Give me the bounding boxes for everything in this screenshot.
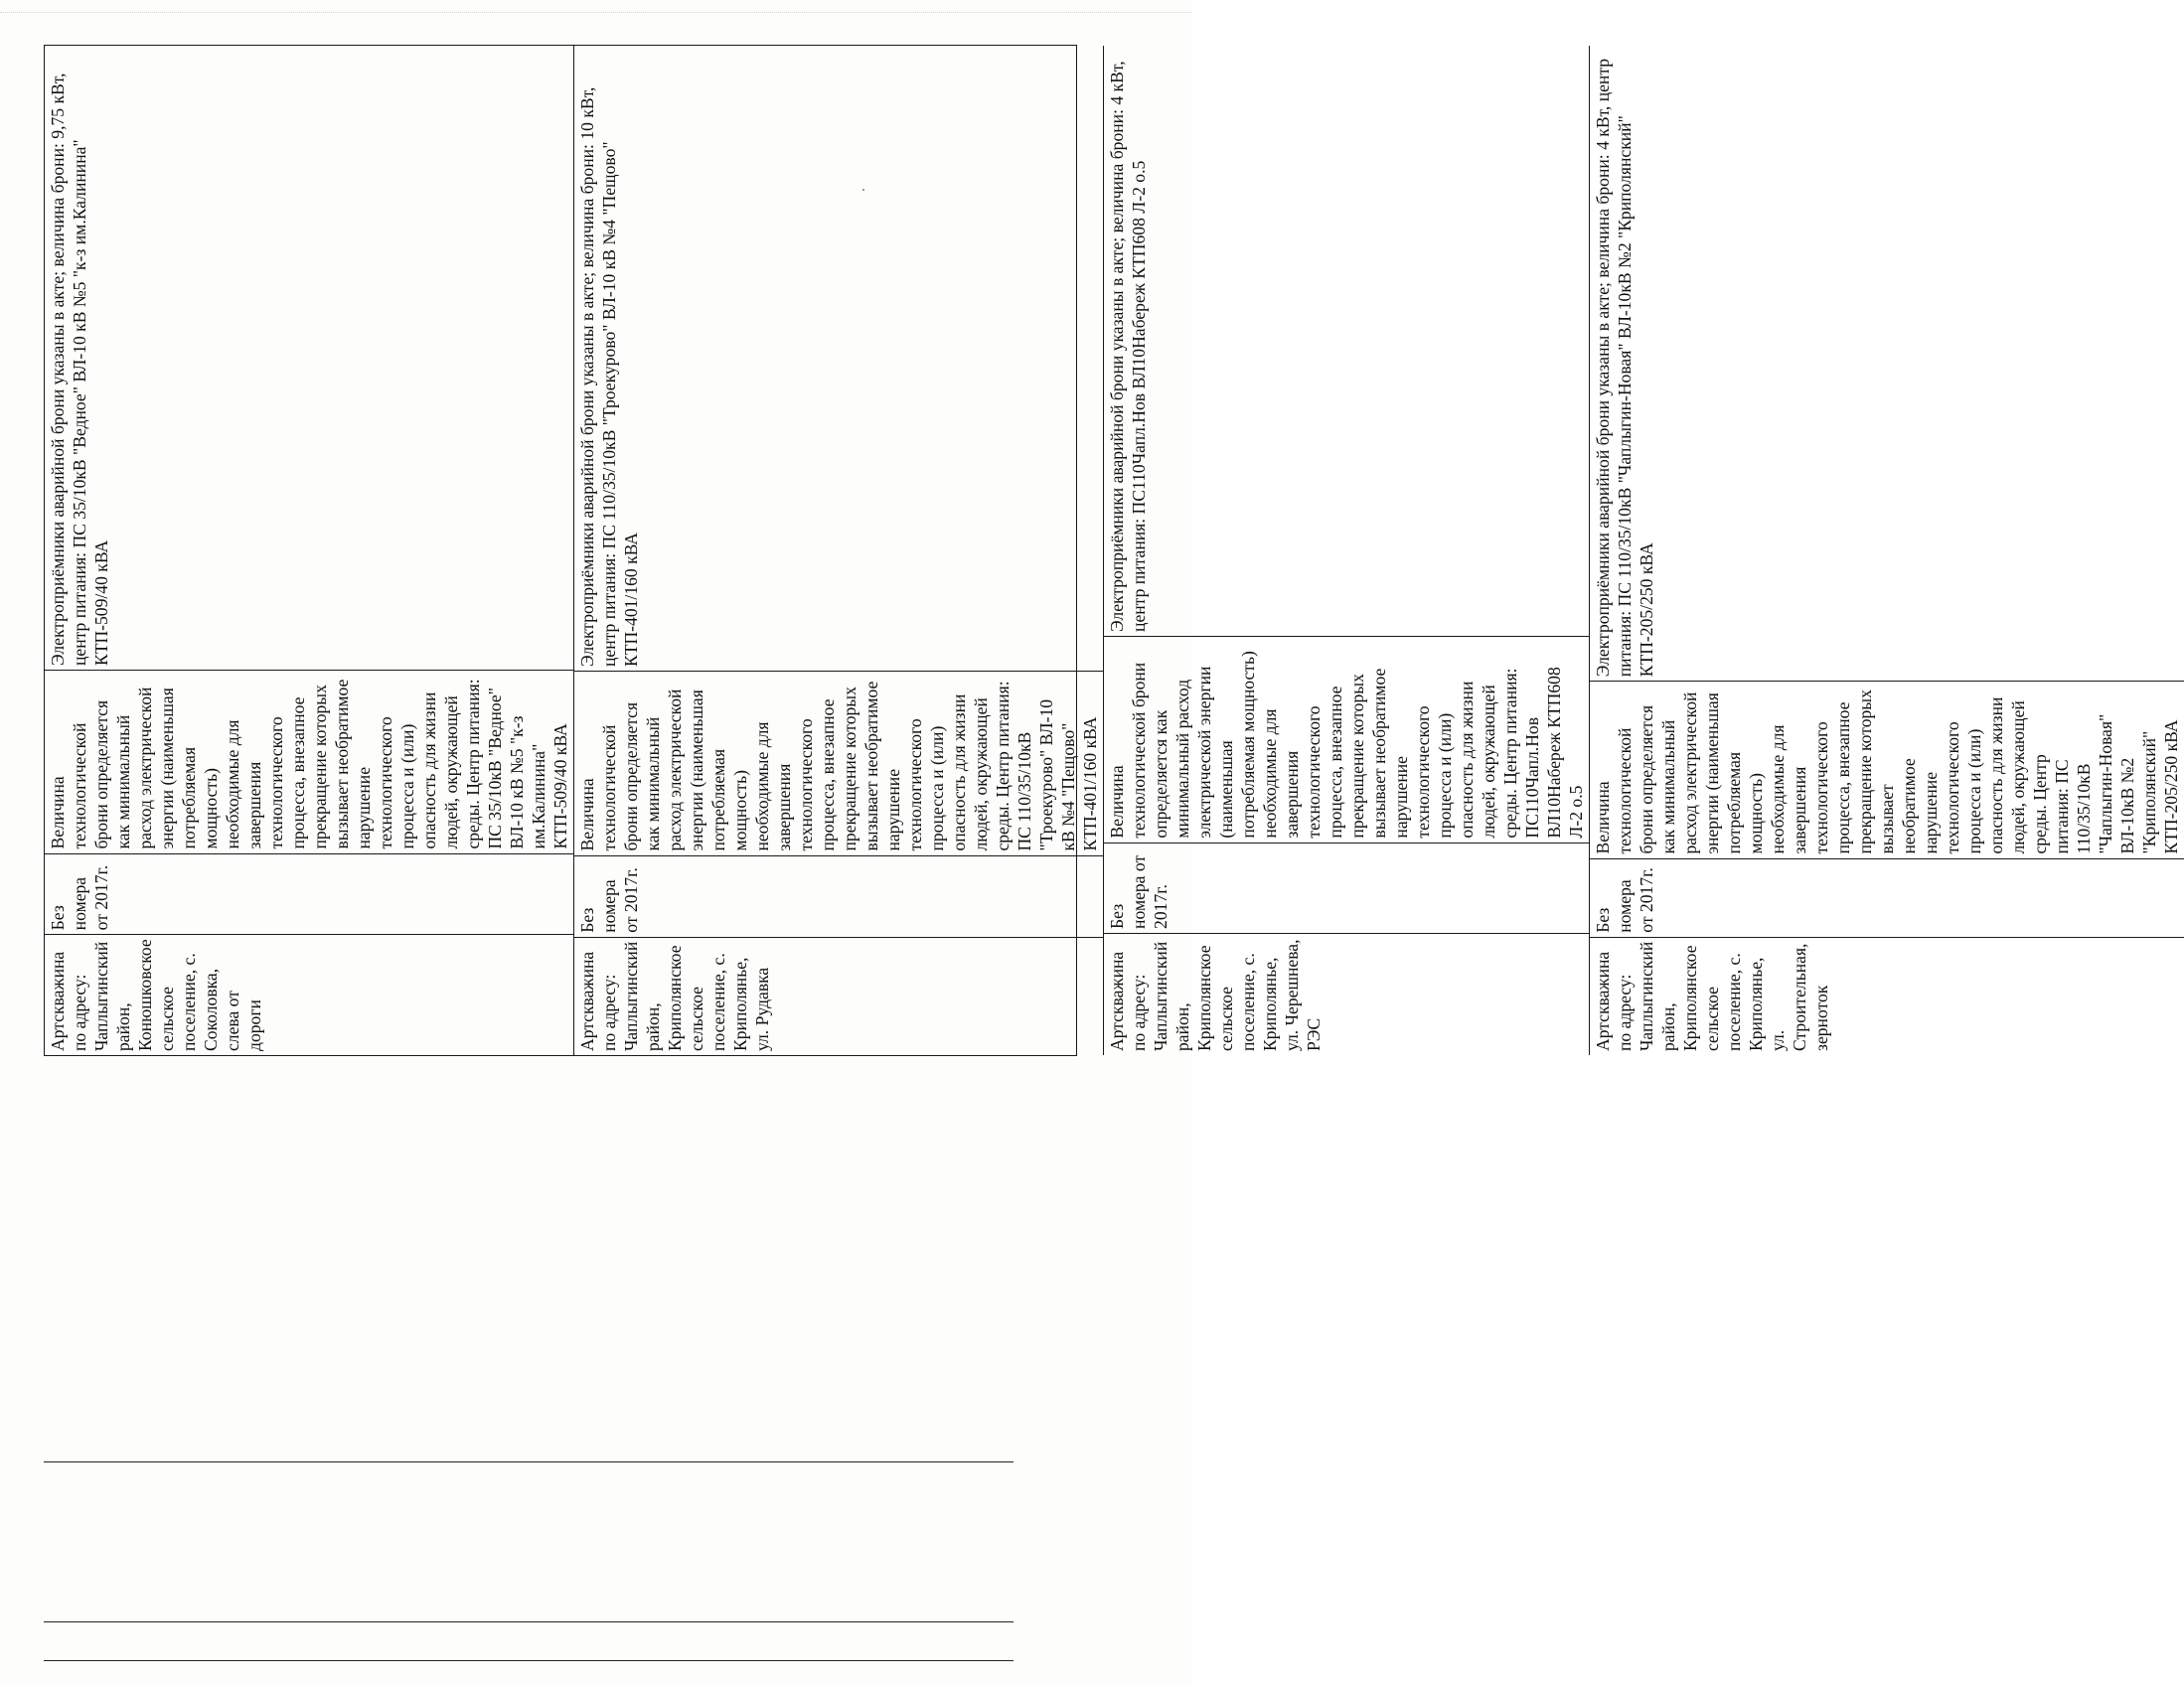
act-cell: Без номера от 2017г. (45, 854, 573, 936)
emergency-reserve-cell: Электроприёмники аварийной брони указаны в акте; величина брони: 4 кВт, центр питания: ПС110Чапл.Нов ВЛ10Набереж КТП608 Л-2 о.5 (1104, 46, 1589, 637)
emergency-reserve-cell: Электроприёмники аварийной брони указаны в акте; величина брони: 4 кВт, центр питания: ПС 110/35/10кВ "Чаплыгин-Новая" ВЛ-10кВ №2 "Криполянский" КТП-205/250 кВА (1590, 46, 2184, 682)
scan-speck (862, 189, 864, 191)
object-cell: Артскважина по адресу: Чаплыгинский район, Криполянское сельское поселение, с. Криполянье, ул. Строительная, зерноток (1593, 941, 1831, 1051)
scan-edge-noise (0, 12, 1192, 13)
horizontal-rule (44, 1461, 1014, 1462)
table-row (45, 46, 573, 1055)
rotated-table-wrapper (44, 45, 2181, 1056)
tech-reserve-cell: Величина технологической брони определяется как минимальный расход электрической энергии (наименьшая потребляемая мощность) необходимые для завершения технологического процесса, внезапное прекращение которых вызывает необратимое нарушение технологического процесса и (или) опасность для жизни людей, окружающей среды. Центр питания: ПС 110/35/10кВ "Троекурово" ВЛ-10 кВ №4 "Пещово" КТП-401/160 кВА (574, 672, 1103, 856)
object-cell: Артскважина по адресу: Чаплыгинский район, Криполянское сельское поселение, с. Криполянье, ул. Рудавка (577, 941, 772, 1051)
object-cell: Артскважина по адресу: Чаплыгинский район, Конюшковское сельское поселение, с. Соколовка, слева от дороги (48, 939, 264, 1051)
table-row (573, 46, 1103, 1055)
emergency-reserve-cell: Электроприёмники аварийной брони указаны в акте; величина брони: 9,75 кВт, центр питания: ПС 35/10кВ "Ведное" ВЛ-10 кВ №5 "к-з им.Калинина" КТП-509/40 кВА (45, 46, 573, 671)
act-cell: Без номера от 2017г. (1590, 859, 2184, 938)
emergency-reserve-cell: Электроприёмники аварийной брони указаны в акте; величина брони: 10 кВт, центр питания: ПС 110/35/10кВ "Троекурово" ВЛ-10 кВ №4 "Пещово" КТП-401/160 кВА (574, 46, 1103, 672)
tech-reserve-cell: Величина технологической брони определяется как минимальный расход электрической энергии (наименьшая потребляемая мощность) необходимые для завершения технологического процесса, внезапное прекращение которых вызывает необратимое нарушение технологического процесса и (или) опасность для жизни людей, окружающей среды. Центр питания: ПС110Чапл.Нов ВЛ10Набереж КТП608 Л-2 о.5 (1104, 637, 1589, 843)
tech-reserve-cell: Величина технологической брони определяется как минимальный расход электрической энергии (наименьшая потребляемая мощность) необходимые для завершения технологического процесса, внезапное прекращение которых вызывает необратимое нарушение технологического процесса и (или) опасность для жизни людей, окружающей среды. Центр питания: ПС 35/10кВ "Ведное" ВЛ-10 кВ №5 "к-з им.Калинина" КТП-509/40 кВА (45, 671, 573, 854)
table-row (1103, 46, 1589, 1055)
table-row (1589, 46, 2184, 1055)
tech-reserve-cell: Величина технологической брони определяется как минимальный расход электрической энергии (наименьшая потребляемая мощность) необходимые для завершения технологического процесса, внезапное прекращение которых вызывает необратимое нарушение технологического процесса и (или) опасность для жизни людей, окружающей среды. Центр питания: ПС 110/35/10кВ "Чаплыгин-Новая" ВЛ-10кВ №2 "Криполянский" КТП-205/250 кВА (1590, 682, 2184, 858)
reserve-table (44, 45, 2181, 1056)
horizontal-rule (44, 1660, 1014, 1661)
act-cell: Без номера от 2017г. (1104, 843, 1589, 934)
horizontal-rule (44, 1621, 1014, 1622)
object-cell: Артскважина по адресу: Чаплыгинский район, Криполянское сельское поселение, с. Криполянье, ул. Черешнева, РЭС (1107, 939, 1324, 1051)
act-cell: Без номера от 2017г. (574, 856, 1103, 938)
